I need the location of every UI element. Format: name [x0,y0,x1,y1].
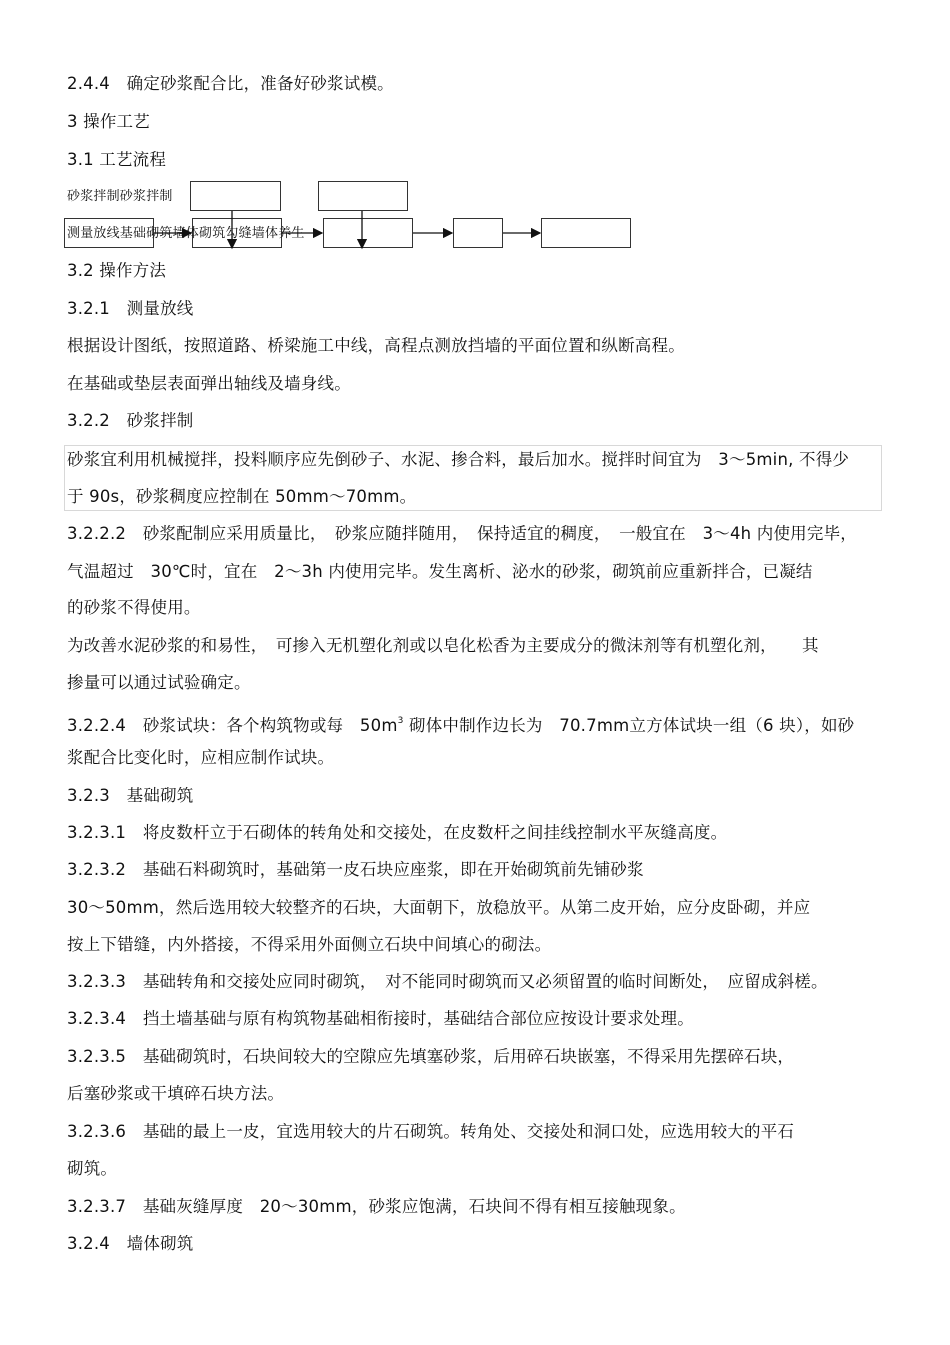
text-line: 在基础或垫层表面弹出轴线及墙身线。 [67,374,351,393]
text-line: 3.2.3.4 挡土墙基础与原有构筑物基础相衔接时，基础结合部位应按设计要求处理。 [67,1009,694,1028]
text-line: 为改善水泥砂浆的和易性， 可掺入无机塑化剂或以皂化松香为主要成分的微沫剂等有机塑化剂， 其 [67,636,819,655]
subsection-heading: 3.2 操作方法 [67,261,167,280]
flow-arrows [0,0,950,260]
superscript: 3 [397,716,404,726]
subsubsection-heading: 3.2.4 墙体砌筑 [67,1234,194,1253]
subsubsection-heading: 3.2.2 砂浆拌制 [67,411,194,430]
text-line: 浆配合比变化时，应相应制作试块。 [67,748,335,767]
text-line [67,710,854,737]
subsubsection-heading: 3.2.1 测量放线 [67,299,194,318]
text-line: 气温超过 30℃时，宜在 2～3h 内使用完毕。发生离析、泌水的砂浆，砌筑前应重新拌合，已凝结 [67,562,813,581]
text-line: 3.2.3.1 将皮数杆立于石砌体的转角处和交接处，在皮数杆之间挂线控制水平灰缝高度。 [67,823,728,842]
text-line: 3.2.3.2 基础石料砌筑时，基础第一皮石块应座浆，即在开始砌筑前先铺砂浆 [67,860,644,879]
text-line: 掺量可以通过试验确定。 [67,673,251,692]
text-line: 砂浆宜利用机械搅拌，投料顺序应先倒砂子、水泥、掺合料，最后加水。搅拌时间宜为 3～5min, 不得少 [67,450,850,469]
text-line: 按上下错缝，内外搭接，不得采用外面侧立石块中间填心的砌法。 [67,935,552,954]
text-line: 3.2.3.3 基础转角和交接处应同时砌筑， 对不能同时砌筑而又必须留置的临时间断处， 应留成斜槎。 [67,972,828,991]
section-heading: 3 操作工艺 [67,112,150,131]
text-line: 3.2.3.5 基础砌筑时，石块间较大的空隙应先填塞砂浆，后用碎石块嵌塞，不得采用先摆碎石块， [67,1047,795,1066]
text-line: 后塞砂浆或干填碎石块方法。 [67,1084,285,1103]
flow-top-label: 砂浆拌制砂浆拌制 [67,189,173,204]
text-segment: 砌体中制作边长为 70.7mm立方体试块一组（6 块），如砂 [403,716,855,735]
flow-bottom-label: 测量放线基础砌筑墙体砌筑勾缝墙体养生 [67,226,305,241]
text-line: 3.2.3.7 基础灰缝厚度 20～30mm，砂浆应饱满，石块间不得有相互接触现象。 [67,1197,686,1216]
text-line: 于 90s，砂浆稠度应控制在 50mm～70mm。 [67,487,417,506]
subsubsection-heading: 3.2.3 基础砌筑 [67,786,194,805]
text-line: 30～50mm，然后选用较大较整齐的石块，大面朝下，放稳放平。从第二皮开始，应分皮卧砌，并应 [67,898,811,917]
text-segment: 3.2.2.4 砂浆试块：各个构筑物或每 50m [67,716,398,735]
text-line: 根据设计图纸，按照道路、桥梁施工中线，高程点测放挡墙的平面位置和纵断高程。 [67,336,685,355]
text-line: 砌筑。 [67,1159,118,1178]
text-line: 3.2.3.6 基础的最上一皮，宜选用较大的片石砌筑。转角处、交接处和洞口处，应选用较大的平石 [67,1122,795,1141]
text-line: 3.2.2.2 砂浆配制应采用质量比， 砂浆应随拌随用， 保持适宜的稠度， 一般宜在 3～4h 内使用完毕， [67,524,857,543]
text-line: 2.4.4 确定砂浆配合比，准备好砂浆试模。 [67,74,394,93]
subsection-heading: 3.1 工艺流程 [67,150,167,169]
text-line: 的砂浆不得使用。 [67,598,201,617]
